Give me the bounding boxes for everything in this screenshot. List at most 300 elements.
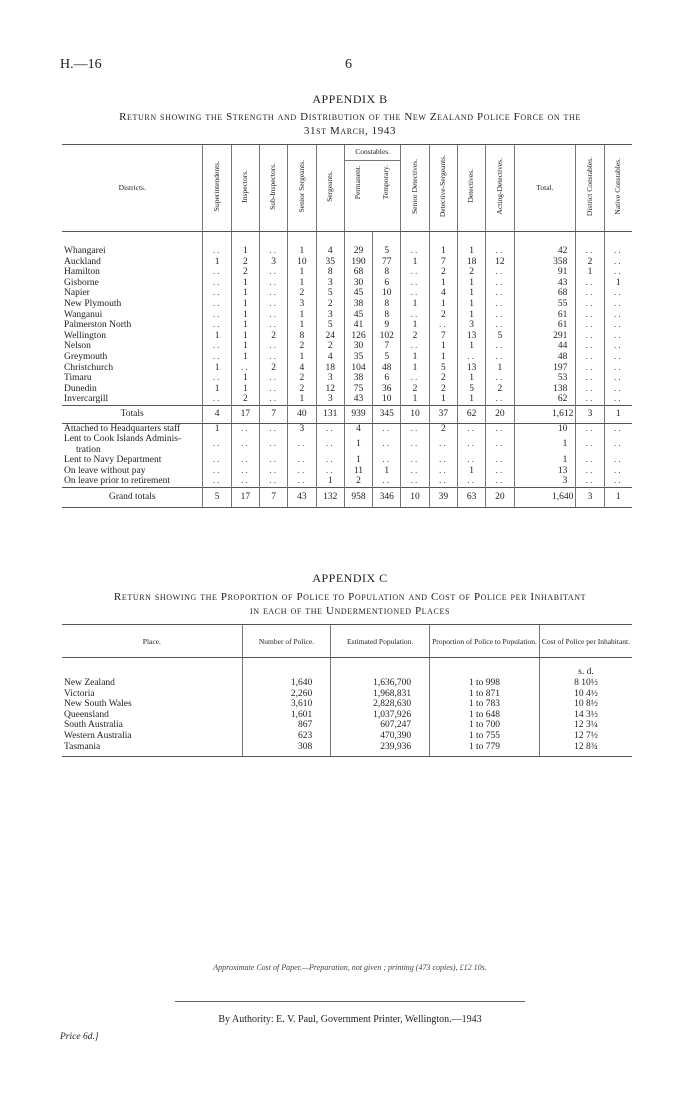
cell-tot: 44 xyxy=(514,341,576,352)
cell-ins: 1 xyxy=(231,331,259,342)
cell-nc: 1 xyxy=(604,278,632,289)
cell-ad: .. xyxy=(486,455,514,466)
cell-s: 5 xyxy=(316,320,344,331)
cell-ad: .. xyxy=(486,299,514,310)
cell-sub: 7 xyxy=(259,488,287,508)
cell-t: .. xyxy=(373,434,401,455)
cell-ad: .. xyxy=(486,278,514,289)
cell-ss: 3 xyxy=(288,423,316,434)
table-row xyxy=(62,384,632,395)
cell-sub: .. xyxy=(259,246,287,257)
cell-d: 18 xyxy=(457,257,485,268)
district-name: Lent to Navy Department xyxy=(64,455,162,466)
cell-ad: .. xyxy=(486,310,514,321)
cell-pop: 607,247 xyxy=(331,720,430,731)
table-row xyxy=(62,320,632,331)
cell-ins: 1 xyxy=(231,320,259,331)
table-row xyxy=(62,710,632,721)
cell-sup: .. xyxy=(203,310,231,321)
page-number: 6 xyxy=(345,57,352,72)
cell-t: 1 xyxy=(373,466,401,477)
cell-ss: 1 xyxy=(288,352,316,363)
table-row xyxy=(62,310,632,321)
table-row xyxy=(62,466,632,477)
cell-sd: .. xyxy=(401,341,429,352)
footer-rule xyxy=(175,1001,525,1002)
district-name: Wanganui xyxy=(64,309,103,320)
cell-sd: 10 xyxy=(401,405,429,423)
cell-s: 24 xyxy=(316,331,344,342)
cell-ds: 1 xyxy=(429,246,457,257)
district-name: On leave prior to retirement xyxy=(64,476,171,487)
cell-s: 3 xyxy=(316,278,344,289)
cell-sd: 10 xyxy=(401,488,429,508)
cell-sd: .. xyxy=(401,466,429,477)
cell-s: 3 xyxy=(316,394,344,405)
table-row xyxy=(62,288,632,299)
cell-d: 1 xyxy=(457,246,485,257)
cell-sd: .. xyxy=(401,434,429,455)
cell-d: 5 xyxy=(457,384,485,395)
cell-ins: 2 xyxy=(231,267,259,278)
district-name: New Plymouth xyxy=(64,298,122,309)
cell-dc: 1 xyxy=(576,267,604,278)
cell-d: 1 xyxy=(457,288,485,299)
cell-ins: 1 xyxy=(231,384,259,395)
district-name: Greymouth xyxy=(64,351,108,362)
document-reference: H.—16 xyxy=(60,57,102,72)
cell-ds: 2 xyxy=(429,373,457,384)
cell-d: .. xyxy=(457,434,485,455)
cell-nc: .. xyxy=(604,310,632,321)
cell-sd: 1 xyxy=(401,320,429,331)
cell-nc: .. xyxy=(604,476,632,487)
cell-sub: 3 xyxy=(259,257,287,268)
cell-p: 38 xyxy=(344,373,372,384)
cell-t: 6 xyxy=(373,278,401,289)
cell-s: 1 xyxy=(316,476,344,487)
cell-s: 2 xyxy=(316,299,344,310)
cell-ad: 12 xyxy=(486,257,514,268)
cell-s: 8 xyxy=(316,267,344,278)
cell-prop: 1 to 783 xyxy=(430,699,540,710)
appendix-b-heading: APPENDIX B xyxy=(312,92,388,106)
cell-sd: 1 xyxy=(401,363,429,374)
table-row xyxy=(62,434,632,455)
cell-prop: 1 to 648 xyxy=(430,710,540,721)
cell-s: 3 xyxy=(316,373,344,384)
cell-t: 7 xyxy=(373,341,401,352)
cell-ss: 10 xyxy=(288,257,316,268)
cell-nc: .. xyxy=(604,394,632,405)
cell-ds: 1 xyxy=(429,394,457,405)
cell-sup: .. xyxy=(203,394,231,405)
cell-nc: 1 xyxy=(604,405,632,423)
cell-sd: .. xyxy=(401,288,429,299)
cell-ss: 1 xyxy=(288,310,316,321)
col-total: Total. xyxy=(514,145,576,232)
cell-s: 5 xyxy=(316,288,344,299)
cell-prop: 1 to 700 xyxy=(430,720,540,731)
cell-ss: 1 xyxy=(288,267,316,278)
cell-police: 3,610 xyxy=(242,699,331,710)
cell-nc: .. xyxy=(604,434,632,455)
cell-ss: 4 xyxy=(288,363,316,374)
cell-ins: 17 xyxy=(231,488,259,508)
cell-ds: 5 xyxy=(429,363,457,374)
cell-sub: .. xyxy=(259,352,287,363)
cell-ds: 7 xyxy=(429,331,457,342)
cell-ss: 1 xyxy=(288,246,316,257)
cell-sub: .. xyxy=(259,288,287,299)
appendix-c-title-line2: in each of the Undermentioned Places xyxy=(249,605,451,617)
cell-ds: 2 xyxy=(429,310,457,321)
cell-d: 63 xyxy=(457,488,485,508)
col-senior-sergeants: Senior Sergeants. xyxy=(296,160,306,213)
cell-p: 43 xyxy=(344,394,372,405)
cell-tot: 3 xyxy=(514,476,576,487)
cell-tot: 53 xyxy=(514,373,576,384)
cell-sup: .. xyxy=(203,455,231,466)
cell-sd: .. xyxy=(401,423,429,434)
cell-sup: .. xyxy=(203,267,231,278)
col-sergeants: Sergeants. xyxy=(324,170,334,202)
police-proportion-body xyxy=(62,658,632,757)
cell-ins: 2 xyxy=(231,257,259,268)
cell-ss: 8 xyxy=(288,331,316,342)
cell-sd: .. xyxy=(401,246,429,257)
cell-d: .. xyxy=(457,455,485,466)
cell-sup: .. xyxy=(203,320,231,331)
cell-dc: .. xyxy=(576,246,604,257)
cell-d: 1 xyxy=(457,373,485,384)
cell-tot: 10 xyxy=(514,423,576,434)
district-name: Grand totals xyxy=(62,488,203,508)
cell-t: 8 xyxy=(373,299,401,310)
cell-sup: .. xyxy=(203,288,231,299)
cell-d: 13 xyxy=(457,363,485,374)
cell-ad: .. xyxy=(486,288,514,299)
cell-sup: 1 xyxy=(203,384,231,395)
cell-dc: .. xyxy=(576,299,604,310)
cell-ss: .. xyxy=(288,434,316,455)
cell-place: Queensland xyxy=(64,709,109,720)
cell-ins: 1 xyxy=(231,341,259,352)
cell-sup: 1 xyxy=(203,331,231,342)
cell-pop: 1,968,831 xyxy=(331,689,430,700)
cell-ss: 43 xyxy=(288,488,316,508)
cell-prop: 1 to 779 xyxy=(430,742,540,757)
cell-ss: 1 xyxy=(288,394,316,405)
cell-p: 35 xyxy=(344,352,372,363)
table-row xyxy=(62,278,632,289)
cell-tot: 61 xyxy=(514,320,576,331)
cell-p: 41 xyxy=(344,320,372,331)
cell-s: 4 xyxy=(316,352,344,363)
col-cost-per-inhabitant: Cost of Police per Inhabitant. xyxy=(539,625,632,658)
col-constables-group: Constables. xyxy=(345,145,401,161)
cell-p: 30 xyxy=(344,278,372,289)
cell-ad: .. xyxy=(486,423,514,434)
cell-t: .. xyxy=(373,476,401,487)
cell-sub: 7 xyxy=(259,405,287,423)
cell-sd: 2 xyxy=(401,331,429,342)
cell-tot: 1 xyxy=(514,455,576,466)
col-proportion: Proportion of Police to Population. xyxy=(430,625,540,658)
cell-sub: .. xyxy=(259,423,287,434)
cell-t: .. xyxy=(373,423,401,434)
cell-sd: .. xyxy=(401,278,429,289)
cell-ds: .. xyxy=(429,320,457,331)
cell-p: 11 xyxy=(344,466,372,477)
cell-dc: .. xyxy=(576,384,604,395)
cell-ad: .. xyxy=(486,341,514,352)
cell-nc: 1 xyxy=(604,488,632,508)
cell-t: 77 xyxy=(373,257,401,268)
cell-ss: .. xyxy=(288,476,316,487)
grand-totals-row xyxy=(62,488,632,508)
cell-place: Western Australia xyxy=(64,730,132,741)
cell-tot: 138 xyxy=(514,384,576,395)
district-name: Invercargill xyxy=(64,394,109,405)
cell-d: 62 xyxy=(457,405,485,423)
table-row xyxy=(62,476,632,487)
cell-ins: 1 xyxy=(231,288,259,299)
cell-ss: 2 xyxy=(288,373,316,384)
col-district-constables: District Constables. xyxy=(584,156,594,216)
cost-of-paper-note: Approximate Cost of Paper.—Preparation, not given ; printing (473 copies), £12 10s. xyxy=(213,963,487,972)
cell-sd: .. xyxy=(401,476,429,487)
cell-ds: 39 xyxy=(429,488,457,508)
cell-t: 36 xyxy=(373,384,401,395)
cell-sub: .. xyxy=(259,466,287,477)
cell-s: 3 xyxy=(316,310,344,321)
cell-sup: .. xyxy=(203,373,231,384)
cell-dc: .. xyxy=(576,373,604,384)
cell-t: 9 xyxy=(373,320,401,331)
table-row xyxy=(62,257,632,268)
police-strength-body xyxy=(62,232,632,508)
cell-pop: 470,390 xyxy=(331,731,430,742)
cell-p: 45 xyxy=(344,288,372,299)
cell-sub: 2 xyxy=(259,363,287,374)
cell-ad: .. xyxy=(486,434,514,455)
col-place: Place. xyxy=(62,625,242,658)
col-sub-inspectors: Sub-Inspectors. xyxy=(268,162,278,210)
table-header-row xyxy=(62,625,632,658)
cell-tot: 1 xyxy=(514,434,576,455)
price: Price 6d.] xyxy=(60,1032,99,1042)
cell-ad: .. xyxy=(486,373,514,384)
cell-dc: .. xyxy=(576,331,604,342)
cell-dc: .. xyxy=(576,394,604,405)
cell-p: 29 xyxy=(344,246,372,257)
cell-dc: .. xyxy=(576,423,604,434)
cell-tot: 42 xyxy=(514,246,576,257)
cell-nc: .. xyxy=(604,246,632,257)
cell-s: 4 xyxy=(316,246,344,257)
cell-ss: 1 xyxy=(288,278,316,289)
cell-sub: .. xyxy=(259,320,287,331)
totals-row xyxy=(62,405,632,423)
cell-sd: 1 xyxy=(401,257,429,268)
table-row xyxy=(62,423,632,434)
district-name: Napier xyxy=(64,288,90,299)
cell-s: .. xyxy=(316,466,344,477)
cell-tot: 1,640 xyxy=(514,488,576,508)
cell-s: 12 xyxy=(316,384,344,395)
cell-t: 48 xyxy=(373,363,401,374)
cell-d: .. xyxy=(457,352,485,363)
col-acting-detectives: Acting-Detectives. xyxy=(494,157,504,215)
cell-nc: .. xyxy=(604,299,632,310)
cell-p: 38 xyxy=(344,299,372,310)
cell-nc: .. xyxy=(604,257,632,268)
cell-cost: 12 8¾ xyxy=(539,742,632,757)
cell-place: South Australia xyxy=(64,720,123,731)
table-row xyxy=(62,394,632,405)
table-header-row xyxy=(62,145,632,232)
cell-sup: 1 xyxy=(203,363,231,374)
cell-sd: .. xyxy=(401,373,429,384)
col-districts: Districts. xyxy=(62,145,203,232)
col-permanent: Permanent. xyxy=(353,164,363,199)
cell-sub: .. xyxy=(259,455,287,466)
cell-ss: 2 xyxy=(288,341,316,352)
cell-nc: .. xyxy=(604,363,632,374)
cell-cost: 10 8½ xyxy=(539,699,632,710)
cell-p: 1 xyxy=(344,455,372,466)
cell-ad: 20 xyxy=(486,488,514,508)
cell-ad: .. xyxy=(486,476,514,487)
cell-p: 958 xyxy=(344,488,372,508)
cell-sup: .. xyxy=(203,476,231,487)
cell-t: 5 xyxy=(373,246,401,257)
cell-ds: 1 xyxy=(429,278,457,289)
cell-sup: .. xyxy=(203,299,231,310)
cell-cost: 12 3¼ xyxy=(539,720,632,731)
cell-sub: .. xyxy=(259,310,287,321)
cell-dc: .. xyxy=(576,476,604,487)
cell-ss: 2 xyxy=(288,384,316,395)
table-row xyxy=(62,373,632,384)
cell-p: 30 xyxy=(344,341,372,352)
cell-tot: 1,612 xyxy=(514,405,576,423)
cell-tot: 55 xyxy=(514,299,576,310)
cell-ad: .. xyxy=(486,267,514,278)
cell-ins: 17 xyxy=(231,405,259,423)
cell-ins: 2 xyxy=(231,394,259,405)
cell-ds: 2 xyxy=(429,267,457,278)
appendix-b-title-line1: Return showing the Strength and Distribution of the New Zealand Police Force on the xyxy=(119,111,581,123)
cell-d: 1 xyxy=(457,299,485,310)
col-senior-detectives: Senior Detectives. xyxy=(409,158,419,214)
cell-tot: 62 xyxy=(514,394,576,405)
cell-t: 6 xyxy=(373,373,401,384)
cell-d: 13 xyxy=(457,331,485,342)
cell-p: 2 xyxy=(344,476,372,487)
cell-t: 346 xyxy=(373,488,401,508)
cell-ins: 1 xyxy=(231,278,259,289)
col-detectives: Detectives. xyxy=(466,169,476,203)
cell-ins: .. xyxy=(231,363,259,374)
cell-d: 1 xyxy=(457,341,485,352)
table-row xyxy=(62,363,632,374)
cell-p: 68 xyxy=(344,267,372,278)
cell-ad: 1 xyxy=(486,363,514,374)
cell-sup: .. xyxy=(203,352,231,363)
cell-sub: .. xyxy=(259,267,287,278)
cell-ad: .. xyxy=(486,466,514,477)
cell-p: 126 xyxy=(344,331,372,342)
cost-units: s. d. xyxy=(539,658,632,679)
cell-ss: 2 xyxy=(288,288,316,299)
table-row xyxy=(62,678,632,689)
cell-sd: 2 xyxy=(401,384,429,395)
cell-sub: .. xyxy=(259,299,287,310)
cell-sub: 2 xyxy=(259,331,287,342)
cell-sup: .. xyxy=(203,434,231,455)
cell-s: 132 xyxy=(316,488,344,508)
col-native-constables: Native Constables. xyxy=(613,157,622,215)
district-name: Attached to Headquarters staff xyxy=(64,423,181,434)
cell-ins: 1 xyxy=(231,246,259,257)
cell-t: 345 xyxy=(373,405,401,423)
cell-tot: 358 xyxy=(514,257,576,268)
table-row xyxy=(62,731,632,742)
cell-ss: 3 xyxy=(288,299,316,310)
col-detective-sergeants: Detective-Sergeants. xyxy=(438,155,448,218)
cell-dc: .. xyxy=(576,320,604,331)
cell-sd: .. xyxy=(401,310,429,321)
cell-pop: 239,936 xyxy=(331,742,430,757)
cell-p: 1 xyxy=(344,434,372,455)
cell-dc: .. xyxy=(576,310,604,321)
cell-s: 18 xyxy=(316,363,344,374)
cell-sd: 1 xyxy=(401,352,429,363)
cell-pop: 1,636,700 xyxy=(331,678,430,689)
table-row xyxy=(62,689,632,700)
cell-ins: .. xyxy=(231,466,259,477)
cell-dc: .. xyxy=(576,288,604,299)
cell-police: 308 xyxy=(242,742,331,757)
cell-nc: .. xyxy=(604,423,632,434)
cell-ds: .. xyxy=(429,455,457,466)
cell-ss: 1 xyxy=(288,320,316,331)
cell-cost: 8 10½ xyxy=(539,678,632,689)
cell-ins: 1 xyxy=(231,352,259,363)
police-strength-table xyxy=(62,144,632,508)
cell-d: 1 xyxy=(457,310,485,321)
appendix-c-title-line1: Return showing the Proportion of Police to Population and Cost of Police per Inhabitant xyxy=(113,591,587,603)
cell-nc: .. xyxy=(604,352,632,363)
cell-police: 1,640 xyxy=(242,678,331,689)
cell-t: 5 xyxy=(373,352,401,363)
cell-tot: 291 xyxy=(514,331,576,342)
appendix-b-title-line2: 31st March, 1943 xyxy=(303,125,397,137)
cell-ad: .. xyxy=(486,320,514,331)
cell-tot: 91 xyxy=(514,267,576,278)
cell-s: 131 xyxy=(316,405,344,423)
cell-nc: .. xyxy=(604,288,632,299)
cell-ss: 40 xyxy=(288,405,316,423)
cell-pop: 2,828,630 xyxy=(331,699,430,710)
cell-ad: 2 xyxy=(486,384,514,395)
cell-ins: 1 xyxy=(231,310,259,321)
cell-ds: 2 xyxy=(429,423,457,434)
cell-sup: 5 xyxy=(203,488,231,508)
cell-p: 939 xyxy=(344,405,372,423)
